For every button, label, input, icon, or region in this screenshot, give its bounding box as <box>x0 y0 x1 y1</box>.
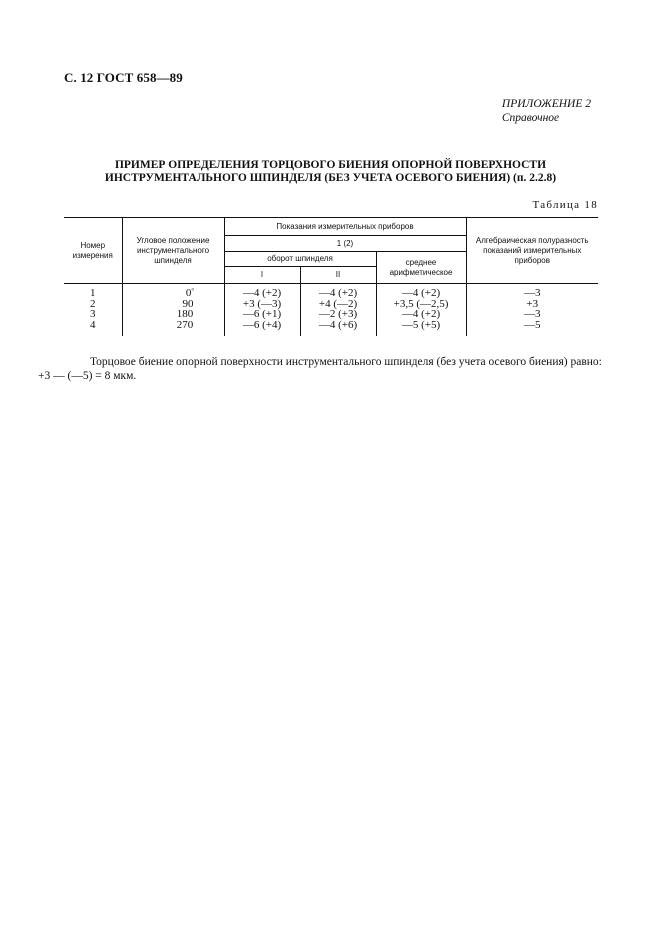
cell-rotation-2: —4 (+2) <box>300 284 376 299</box>
cell-mean: +3,5 (—2,5) <box>376 299 466 310</box>
title-line-2: ИНСТРУМЕНТАЛЬНОГО ШПИНДЕЛЯ (БЕЗ УЧЕТА ОСЕВОГО БИЕНИЯ) (п. 2.2.8) <box>104 172 557 184</box>
header-mean: среднее арифметическое <box>376 252 466 284</box>
table-row <box>64 309 598 320</box>
document-title <box>64 159 597 185</box>
note-line-1: Торцовое биение опорной поверхности инструментального шпинделя (без учета осевого биения) равно: <box>90 356 602 368</box>
cell-rotation-1: —6 (+4) <box>224 320 300 337</box>
header-rotation-1: I <box>224 267 300 284</box>
cell-rotation-2: +4 (—2) <box>300 299 376 310</box>
cell-angle: 90 <box>122 299 224 310</box>
header-algebraic: Алгебраическая полуразность показаний измерительных приборов <box>466 218 598 284</box>
appendix-title: ПРИЛОЖЕНИЕ 2 <box>501 98 591 110</box>
appendix-label <box>502 97 591 125</box>
angle-value: 0 <box>185 287 192 299</box>
table-number: Таблица 18 <box>532 199 598 211</box>
cell-algebraic: —5 <box>524 318 541 331</box>
cell-number: 2 <box>64 299 122 310</box>
header-number: Номер измерения <box>64 218 122 284</box>
result-note <box>38 355 604 383</box>
cell-algebraic: —3 <box>524 287 541 299</box>
appendix-subtitle: Справочное <box>501 112 560 124</box>
cell-rotation-1: —4 (+2) <box>224 284 300 299</box>
cell-algebraic: —3 <box>524 308 541 320</box>
header-rotation: оборот шпинделя <box>224 252 376 267</box>
cell-mean: —4 (+2) <box>376 284 466 299</box>
cell-number: 3 <box>64 309 122 320</box>
header-instrument: 1 (2) <box>224 236 466 252</box>
note-line-2: +3 — (—5) = 8 мкм. <box>38 370 137 382</box>
cell-algebraic: +3 <box>526 297 539 310</box>
cell-rotation-1: +3 (—3) <box>224 299 300 310</box>
cell-angle: 180 <box>122 309 224 320</box>
header-angle: Угловое положение инструментального шпинделя <box>122 218 224 284</box>
header-rotation-2: II <box>300 267 376 284</box>
cell-angle: 270 <box>122 320 224 337</box>
measurement-table <box>64 217 598 336</box>
cell-angle <box>122 284 224 299</box>
cell-number: 1 <box>64 284 122 299</box>
table-row <box>64 320 598 337</box>
cell-mean: —5 (+5) <box>376 320 466 337</box>
table-row <box>64 284 598 299</box>
page-header: С. 12 ГОСТ 658—89 <box>64 70 183 85</box>
cell-rotation-2: —4 (+6) <box>300 320 376 337</box>
cell-mean: —4 (+2) <box>376 309 466 320</box>
header-readings: Показания измерительных приборов <box>224 218 466 236</box>
degree-mark: ° <box>191 287 195 295</box>
title-line-1: ПРИМЕР ОПРЕДЕЛЕНИЯ ТОРЦОВОГО БИЕНИЯ ОПОРНОЙ ПОВЕРХНОСТИ <box>114 159 547 171</box>
cell-rotation-1: —6 (+1) <box>224 309 300 320</box>
cell-rotation-2: —2 (+3) <box>300 309 376 320</box>
cell-number: 4 <box>64 320 122 337</box>
